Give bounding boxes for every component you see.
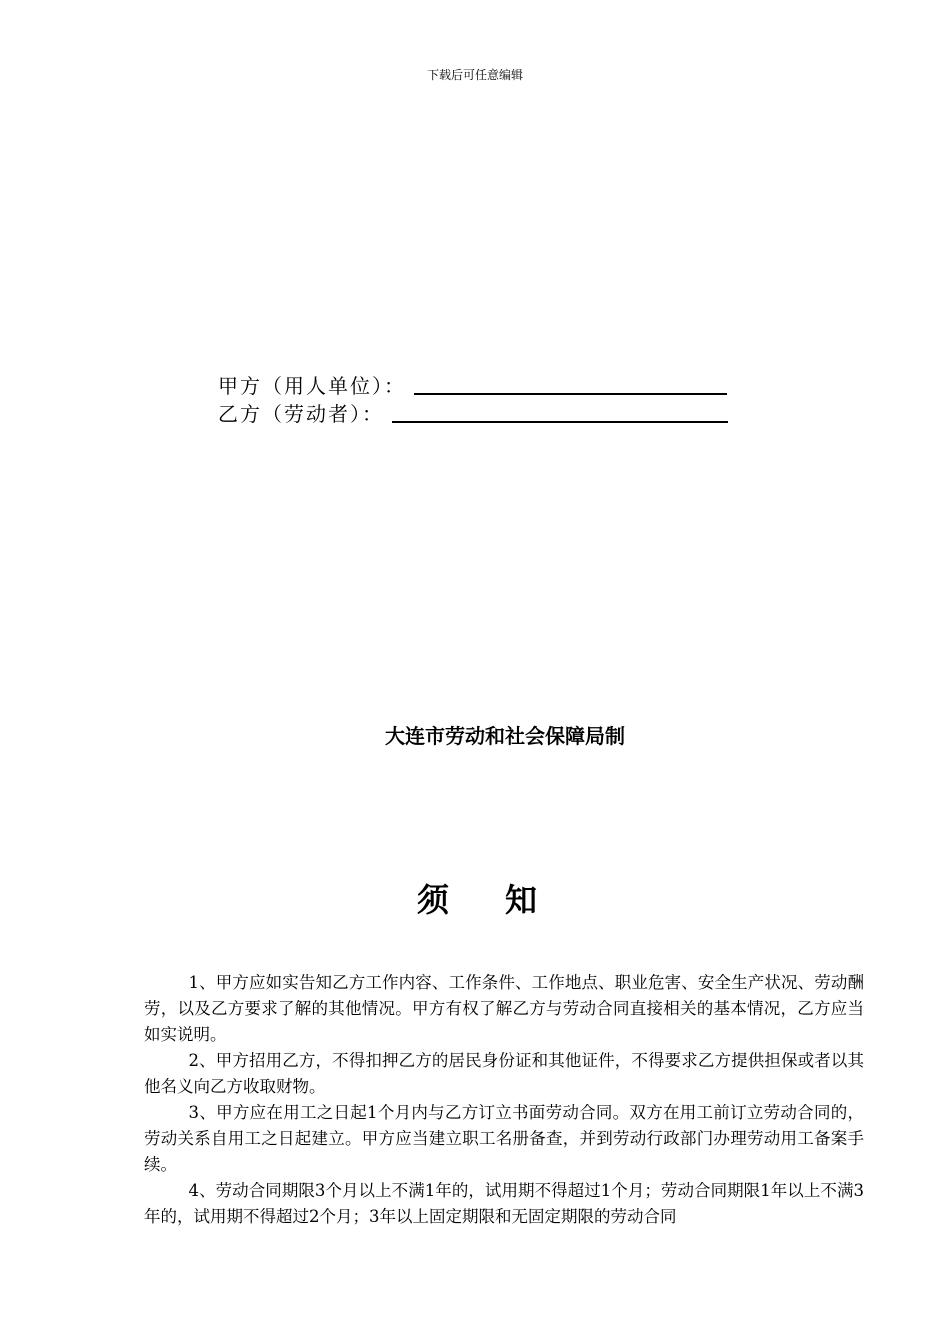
notice-item-3: 3、甲方应在用工之日起1个月内与乙方订立书面劳动合同。双方在用工前订立劳动合同的，劳动关系自用工之日起建立。甲方应当建立职工名册备查，并到劳动行政部门办理劳动用工备案手续。 <box>144 1103 864 1174</box>
party-a-line <box>218 372 758 400</box>
party-b-fill-line[interactable] <box>392 401 728 423</box>
party-b-label: 乙方（劳动者）： <box>218 402 384 426</box>
notice-item-2: 2、甲方招用乙方，不得扣押乙方的居民身份证和其他证件，不得要求乙方提供担保或者以其他名义向乙方收取财物。 <box>144 1051 864 1096</box>
header-note: 下载后可任意编辑 <box>426 68 523 82</box>
issuer: 大连市劳动和社会保障局制 <box>385 724 625 748</box>
party-block <box>218 372 758 428</box>
notice-item-1: 1、甲方应如实告知乙方工作内容、工作条件、工作地点、职业危害、安全生产状况、劳动酬劳，以及乙方要求了解的其他情况。甲方有权了解乙方与劳动合同直接相关的基本情况，乙方应当如实说明。 <box>144 973 864 1044</box>
notice-item-4: 4、劳动合同期限3个月以上不满1年的，试用期不得超过1个月；劳动合同期限1年以上不满3年的，试用期不得超过2个月；3年以上固定期限和无固定期限的劳动合同 <box>144 1181 864 1226</box>
notice-body <box>144 970 864 1230</box>
party-a-fill-line[interactable] <box>414 373 727 395</box>
party-a-label: 甲方（用人单位）： <box>218 374 406 398</box>
party-b-line <box>218 400 758 428</box>
notice-title: 须知 <box>416 881 593 919</box>
